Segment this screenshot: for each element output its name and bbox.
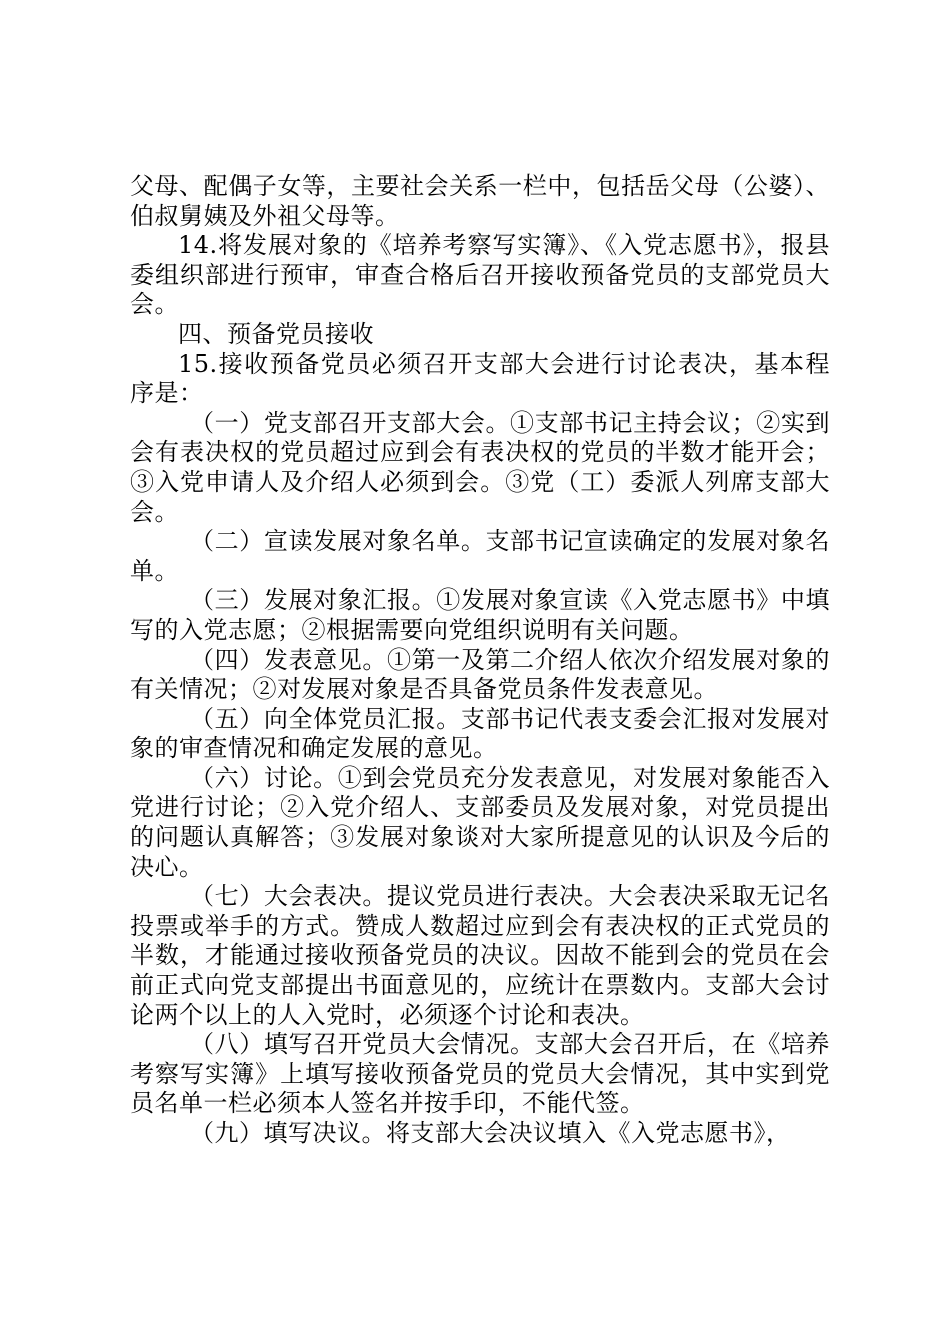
paragraph-step-2: （二）宣读发展对象名单。支部书记宣读确定的发展对象名单。 xyxy=(130,527,830,585)
paragraph-step-8: （八）填写召开党员大会情况。支部大会召开后，在《培养考察写实簿》上填写接收预备党员的党员大会情况，其中实到党员名单一栏必须本人签名并按手印，不能代签。 xyxy=(130,1030,830,1118)
body-text xyxy=(130,172,830,1149)
paragraph-family-relations: 父母、配偶子女等，主要社会关系一栏中，包括岳父母（公婆）、伯叔舅姨及外祖父母等。 xyxy=(130,172,830,230)
paragraph-step-9: （九）填写决议。将支部大会决议填入《入党志愿书》， xyxy=(190,1119,791,1147)
paragraph-item-15: 15.接收预备党员必须召开支部大会进行讨论表决，基本程序是： xyxy=(130,349,830,408)
paragraph-step-1: （一）党支部召开支部大会。①支部书记主持会议；②实到会有表决权的党员超过应到会有表决权的党员的半数才能开会；③入党申请人及介绍人必须到会。③党（工）委派人列席支部大会。 xyxy=(130,408,830,526)
paragraph-step-5: （五）向全体党员汇报。支部书记代表支委会汇报对发展对象的审查情况和确定发展的意见。 xyxy=(130,704,830,763)
paragraph-step-7: （七）大会表决。提议党员进行表决。大会表决采取无记名投票或举手的方式。赞成人数超过应到会有表决权的正式党员的半数，才能通过接收预备党员的决议。因故不能到会的党员在会前正式向党支部提出书面意见的，应统计在票数内。支部大会讨论两个以上的人入党时，必须逐个讨论和表决。 xyxy=(130,882,830,1029)
paragraph-step-4: （四）发表意见。①第一及第二介绍人依次介绍发展对象的有关情况；②对发展对象是否具备党员条件发表意见。 xyxy=(130,645,830,704)
paragraph-step-3: （三）发展对象汇报。①发展对象宣读《入党志愿书》中填写的入党志愿；②根据需要向党组织说明有关问题。 xyxy=(130,586,830,644)
paragraph-step-6: （六）讨论。①到会党员充分发表意见，对发展对象能否入党进行讨论；②入党介绍人、支部委员及发展对象，对党员提出的问题认真解答；③发展对象谈对大家所提意见的认识及今后的决心。 xyxy=(130,763,830,881)
paragraph-item-14: 14.将发展对象的《培养考察写实簿》、《入党志愿书》，报县委组织部进行预审，审查合格后召开接收预备党员的支部党员大会。 xyxy=(130,231,830,319)
section-heading-4: 四、预备党员接收 xyxy=(178,319,374,348)
